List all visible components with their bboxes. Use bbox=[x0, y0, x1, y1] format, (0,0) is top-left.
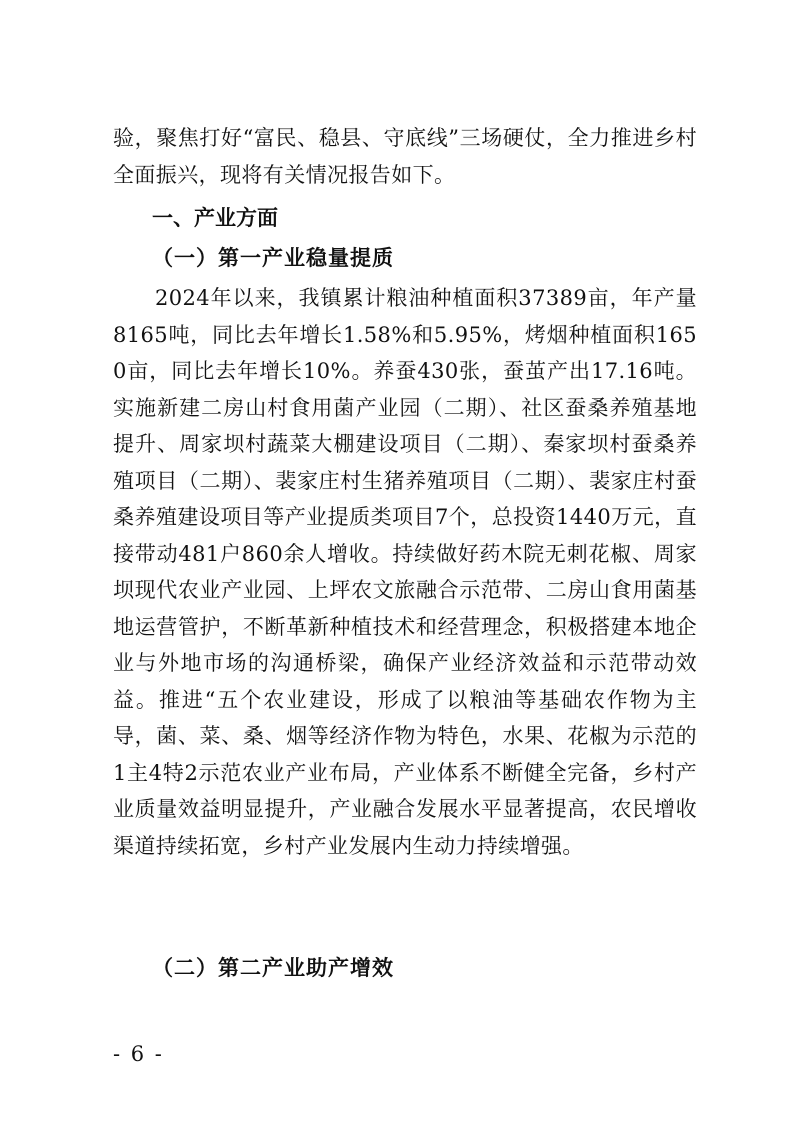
section-heading-industry: 一、产业方面 bbox=[152, 206, 278, 230]
paragraph-continued: 验，聚焦打好“富民、稳县、守底线”三场硬仗，全力推进乡村全面振兴，现将有关情况报告如下。 bbox=[113, 126, 697, 187]
page-number: - 6 - bbox=[113, 1042, 164, 1066]
subsection-heading-secondary-industry: （二）第二产业助产增效 bbox=[152, 955, 394, 980]
paragraph-primary-industry: 2024年以来，我镇累计粮油种植面积37389亩，年产量8165吨，同比去年增长1.58%和5.95%，烤烟种植面积1650亩，同比去年增长10%。养蚕430张，蚕茧产出17.16吨。实施新建二房山村食用菌产业园（二期）、社区蚕桑养殖基地提升、周家坝村蔬菜大棚建设项目（二期）、秦家坝村蚕桑养殖项目（二期）、裴家庄村生猪养殖项目（二期）、裴家庄村蚕桑养殖建设项目等产业提质类项目7个，总投资1440万元，直接带动481户860余人增收。持续做好药木院无刺花椒、周家坝现代农业产业园、上坪农文旅融合示范带、二房山食用菌基地运营管护，不断革新种植技术和经营理念，积极搭建本地企业与外地市场的沟通桥梁，确保产业经济效益和示范带动效益。推进“五个农业建设，形成了以粮油等基础农作物为主导，菌、菜、桑、烟等经济作物为特色，水果、花椒为示范的1主4特2示范农业产业布局，产业体系不断健全完备，乡村产业质量效益明显提升，产业融合发展水平显著提高，农民增收渠道持续拓宽，乡村产业发展内生动力持续增强。 bbox=[113, 286, 697, 858]
subsection-heading-primary-industry: （一）第一产业稳量提质 bbox=[152, 245, 394, 270]
